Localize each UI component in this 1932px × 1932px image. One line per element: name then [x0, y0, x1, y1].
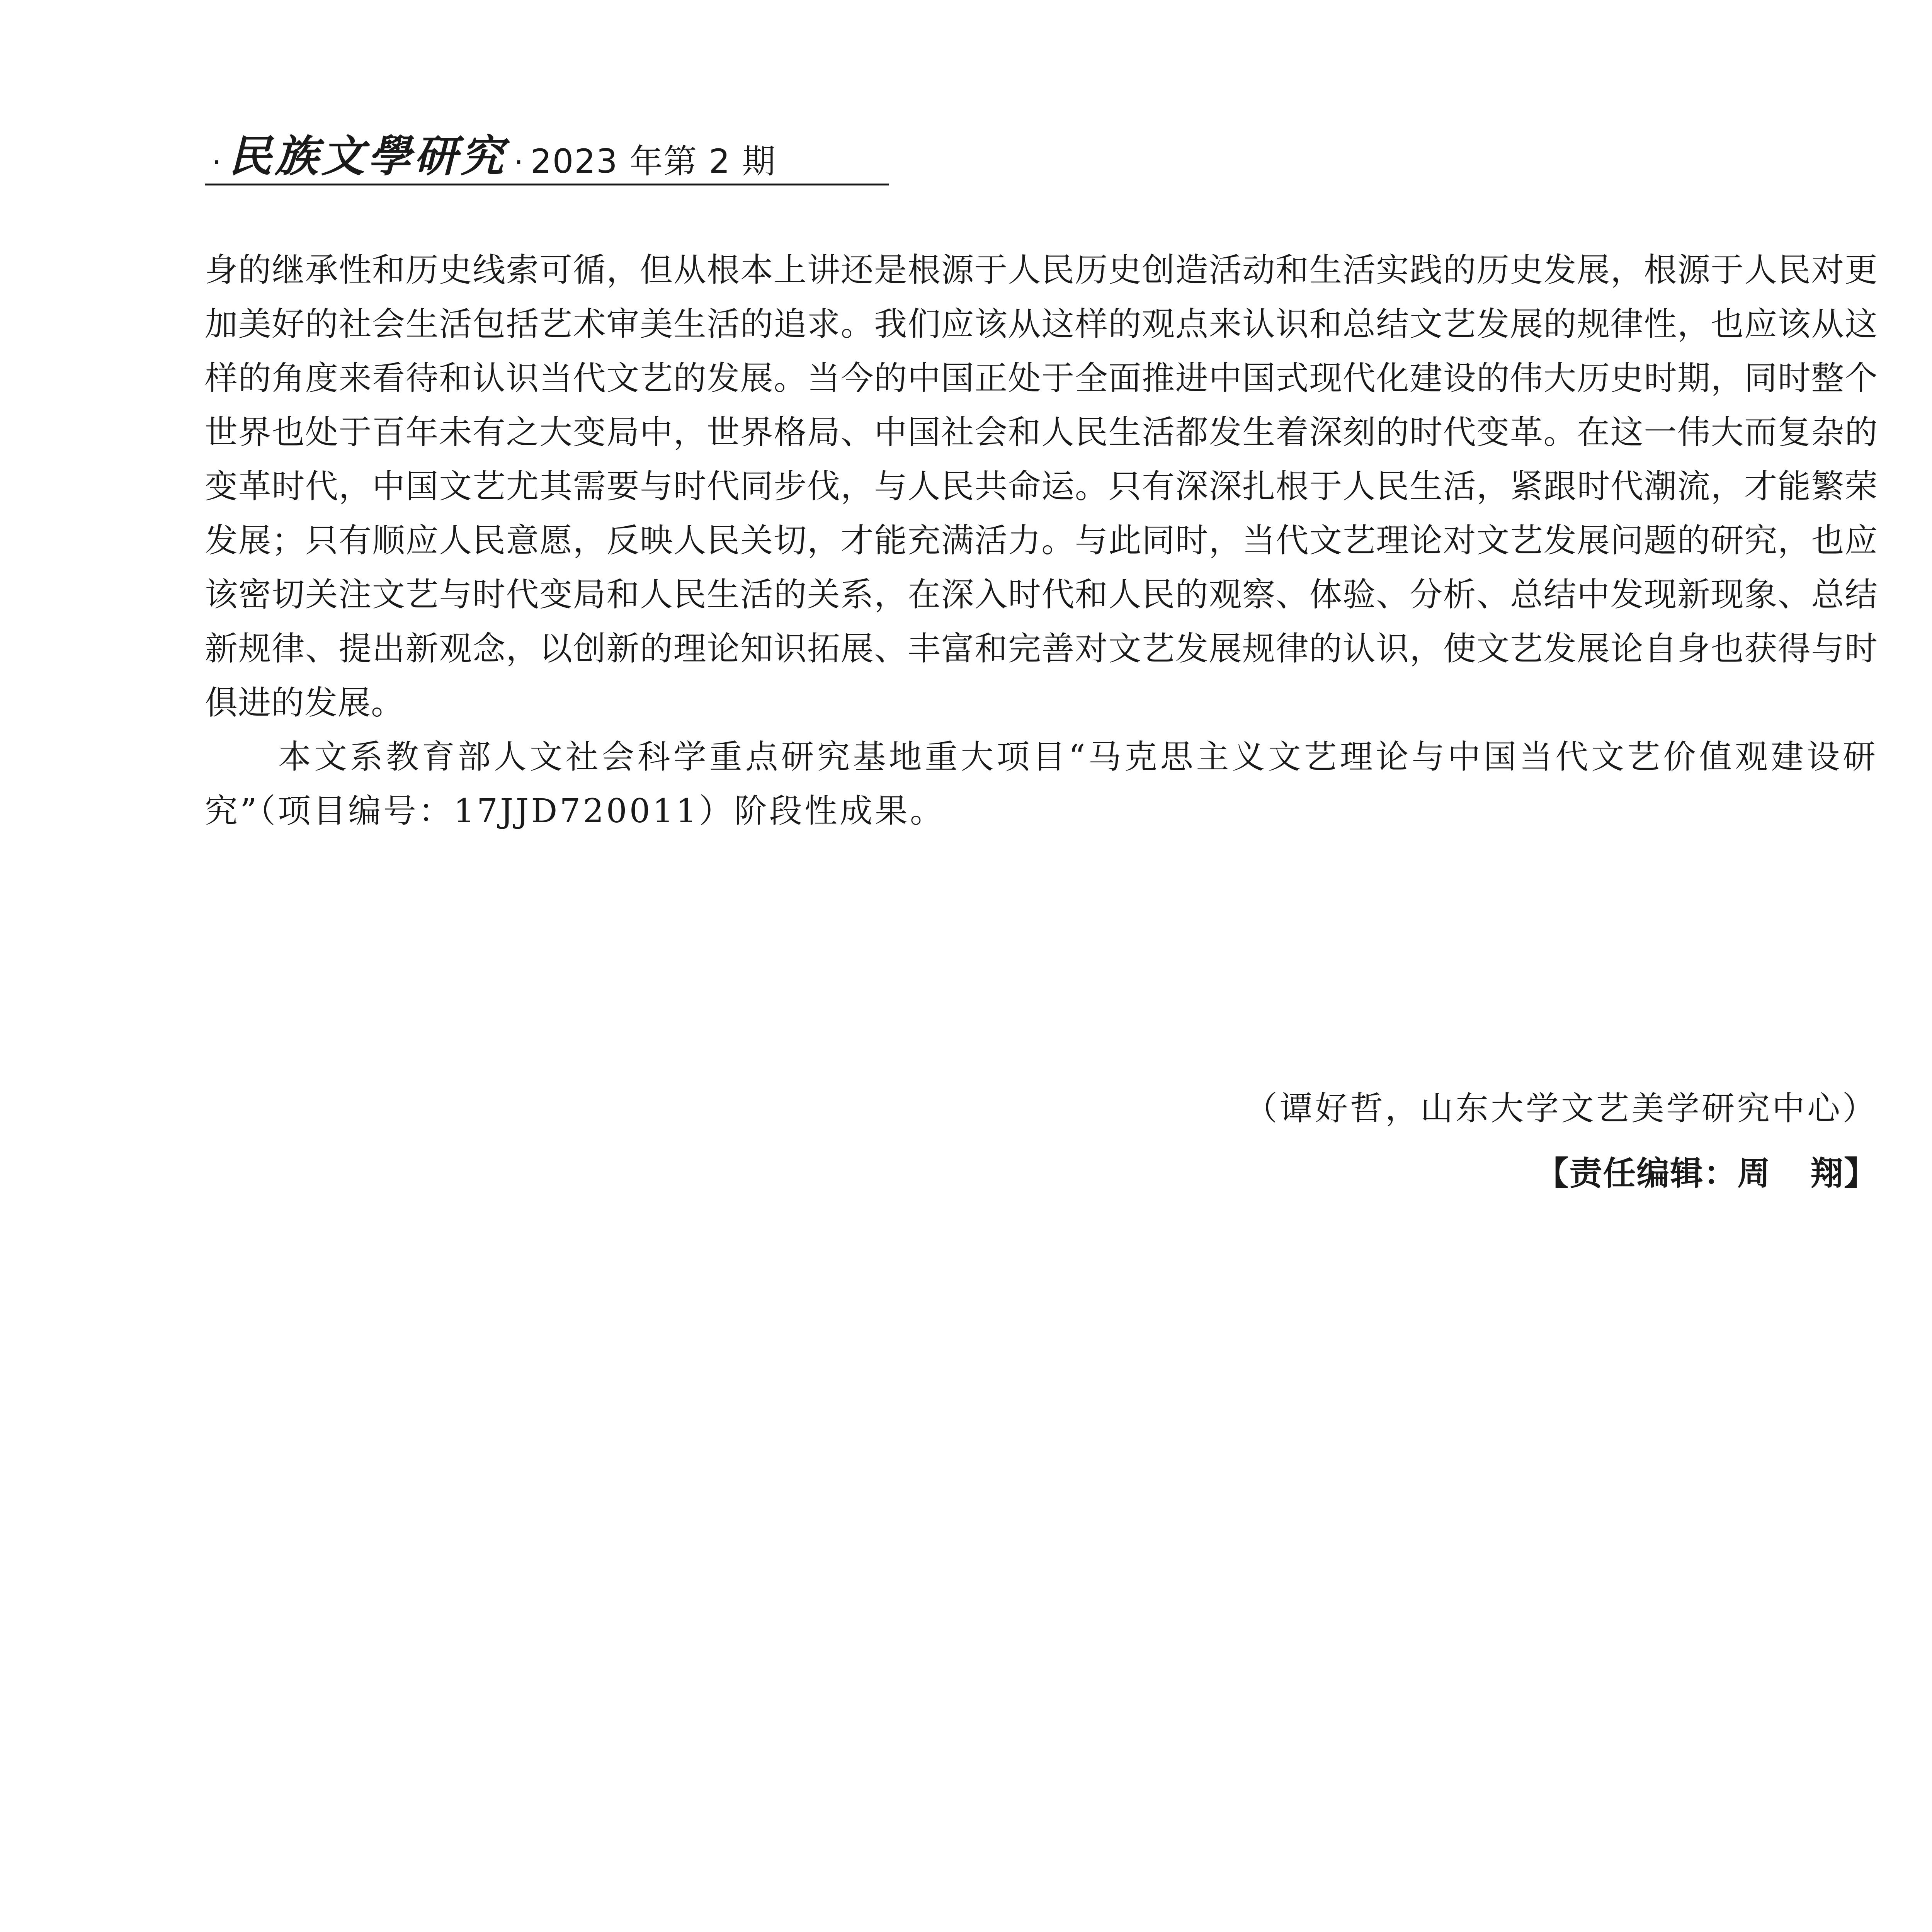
editor-label: 责任编辑： [1569, 1155, 1738, 1193]
author-affiliation: （谭好哲，山东大学文艺美学研究中心） [1244, 1090, 1878, 1128]
editor-open-bracket: 【 [1536, 1155, 1570, 1193]
body-paragraph: 身的继承性和历史线索可循，但从根本上讲还是根源于人民历史创造活动和生活实践的历史发展，根源于人民对更加美好的社会生活包括艺术审美生活的追求。我们应该从这样的观点来认识和总结文艺发展的规律性，也应该从这样的角度来看待和认识当代文艺的发展。当今的中国正处于全面推进中国式现代化建设的伟大历史时期，同时整个世界也处于百年未有之大变局中，世界格局、中国社会和人民生活都发生着深刻的时代变革。在这一伟大而复杂的变革时代，中国文艺尤其需要与时代同步伐，与人民共命运。只有深深扎根于人民生活，紧跟时代潮流，才能繁荣发展；只有顺应人民意愿，反映人民关切，才能充满活力。与此同时，当代文艺理论对文艺发展问题的研究，也应该密切关注文艺与时代变局和人民生活的关系，在深入时代和人民的观察、体验、分析、总结中发现新现象、总结新规律、提出新观念，以创新的理论知识拓展、丰富和完善对文艺发展规律的认识，使文艺发展论自身也获得与时俱进的发展。 [205, 251, 1878, 722]
header-dot-left: · [212, 145, 222, 180]
editor-close-bracket: 】 [1844, 1155, 1878, 1193]
header-issue: 2023 年第 2 期 [530, 142, 776, 181]
funding-note: 本文系教育部人文社会科学重点研究基地重大项目“马克思主义文艺理论与中国当代文艺价值观建设研究”（项目编号：17JJD720011）阶段性成果。 [205, 738, 1878, 830]
editor-name: 周 翔 [1737, 1155, 1844, 1193]
responsible-editor [1536, 1147, 1878, 1201]
running-header [205, 116, 889, 185]
article-body [205, 243, 1878, 838]
header-dot-right: · [514, 145, 524, 180]
header-journal-title: 民族文學研究 [228, 131, 507, 182]
